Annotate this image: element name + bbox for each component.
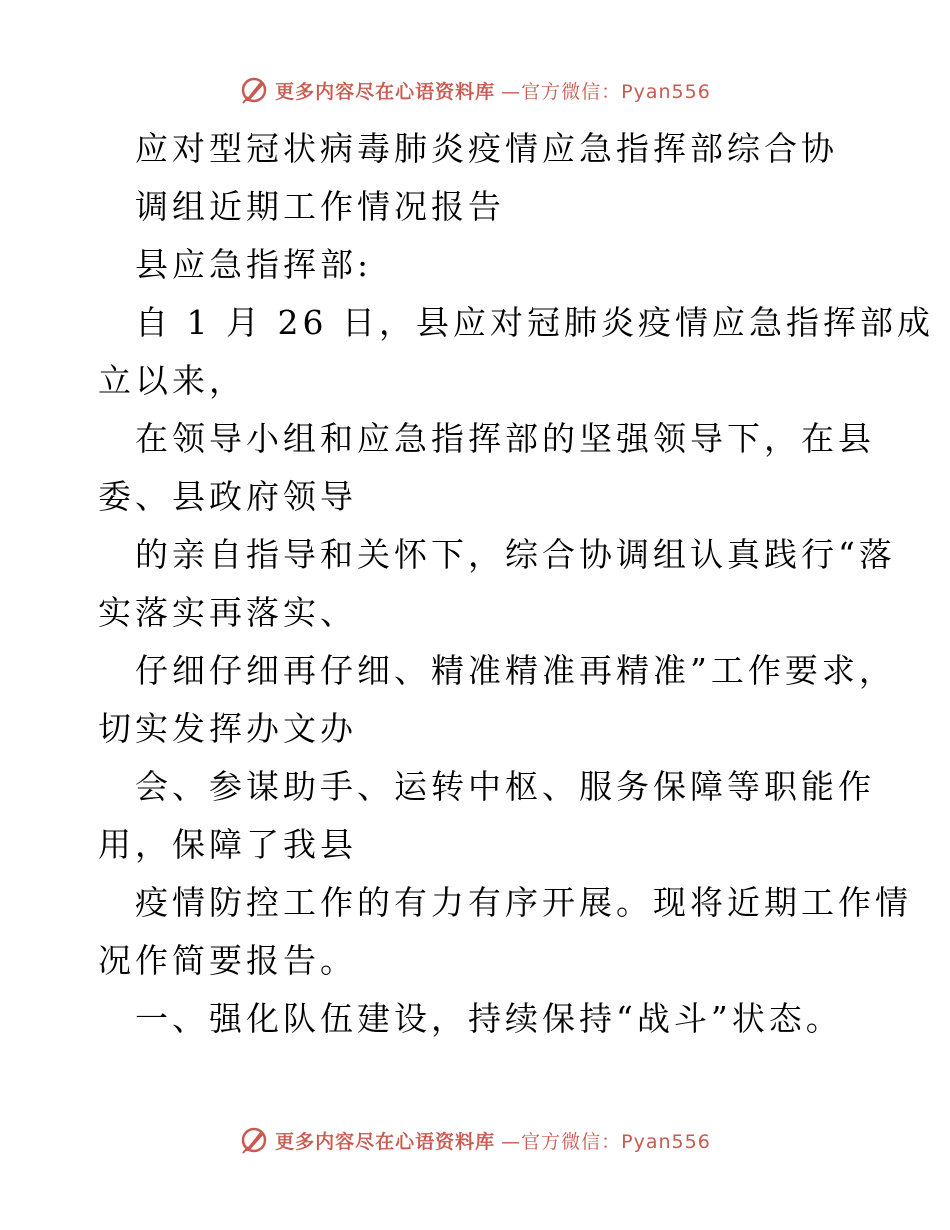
watermark-contact: —官方微信：Pyan556 [501, 1130, 711, 1153]
paragraph-line: 实落实再落实、 [98, 593, 357, 632]
document-body [98, 120, 934, 1048]
quill-logo-icon [239, 75, 269, 105]
paragraph-line: 自 1 月 26 日，县应对冠肺炎疫情应急指挥部成 [135, 303, 934, 342]
paragraph-line: 仔细仔细再仔细、精准精准再精准”工作要求， [135, 651, 896, 690]
paragraph-line: 疫情防控工作的有力有序开展。现将近期工作情 [135, 883, 912, 922]
document-title-line-1: 应对型冠状病毒肺炎疫情应急指挥部综合协 [135, 129, 838, 168]
paragraph-line: 用，保障了我县 [98, 825, 357, 864]
salutation: 县应急指挥部: [135, 245, 373, 284]
paragraph-line: 会、参谋助手、运转中枢、服务保障等职能作 [135, 767, 875, 806]
document-title-line-2: 调组近期工作情况报告 [135, 187, 505, 226]
quill-logo-icon [239, 1125, 269, 1155]
paragraph-line: 委、县政府领导 [98, 477, 357, 516]
paragraph-line: 况作简要报告。 [98, 941, 357, 980]
footer-watermark [0, 1120, 950, 1160]
watermark-contact: —官方微信：Pyan556 [501, 80, 711, 103]
watermark-slogan: 更多内容尽在心语资料库 [275, 80, 496, 103]
paragraph-line: 的亲自指导和关怀下，综合协调组认真践行“落 [135, 535, 896, 574]
paragraph-line: 立以来， [98, 361, 246, 400]
watermark-slogan: 更多内容尽在心语资料库 [275, 1130, 496, 1153]
header-watermark [0, 70, 950, 110]
paragraph-line: 在领导小组和应急指挥部的坚强领导下，在县 [135, 419, 875, 458]
section-heading: 一、强化队伍建设，持续保持“战斗”状态。 [135, 999, 843, 1038]
paragraph-line: 切实发挥办文办 [98, 709, 357, 748]
